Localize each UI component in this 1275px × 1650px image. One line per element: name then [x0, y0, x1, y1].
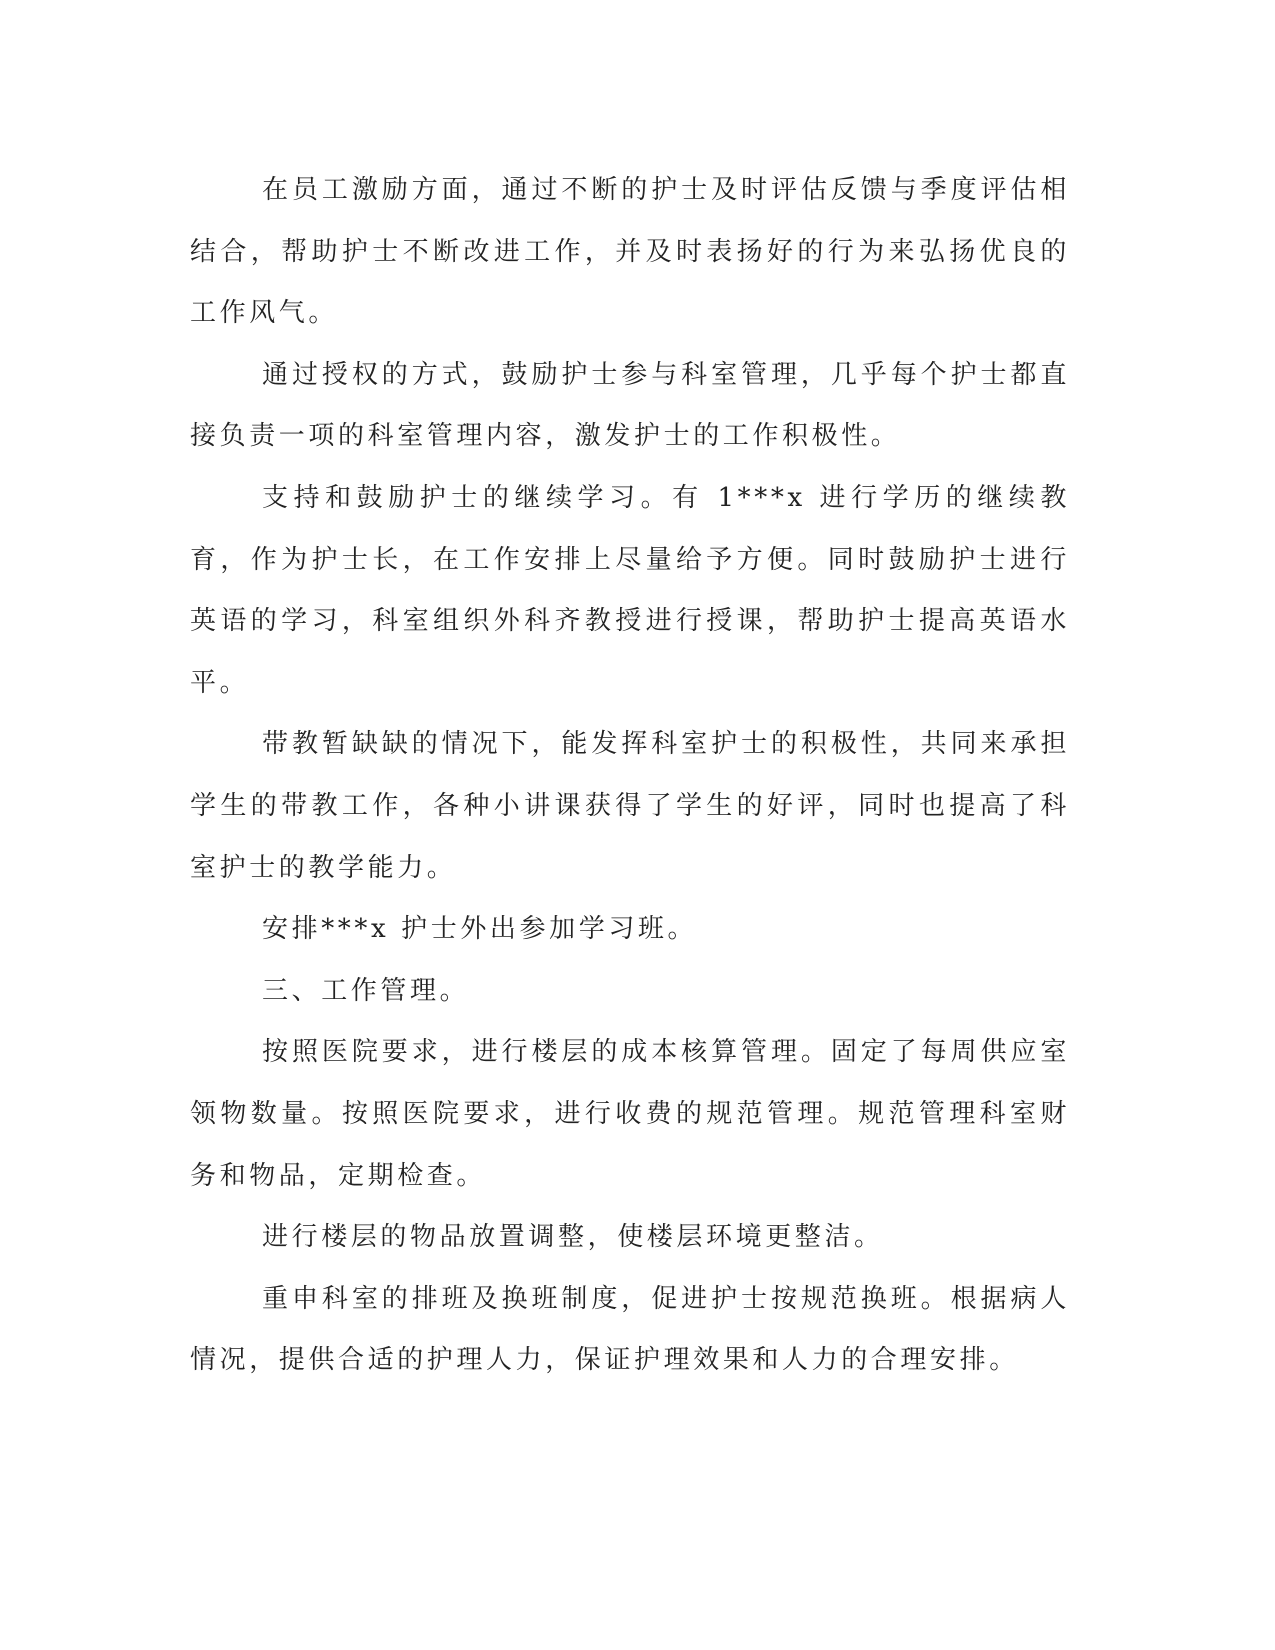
paragraph-scheduling: 重申科室的排班及换班制度，促进护士按规范换班。根据病人情况，提供合适的护理人力，保证护理效果和人力的合理安排。 [190, 1283, 1070, 1376]
paragraph-floor-arrangement: 进行楼层的物品放置调整，使楼层环境更整洁。 [262, 1222, 884, 1253]
paragraph-training-class: 安排***x 护士外出参加学习班。 [262, 914, 698, 945]
section-heading-work-management: 三、工作管理。 [262, 975, 470, 1006]
paragraph-continuing-education: 支持和鼓励护士的继续学习。有 1***x 进行学历的继续教育，作为护士长，在工作安排上尽量给予方便。同时鼓励护士进行英语的学习，科室组织外科齐教授进行授课，帮助护士提高英语水平。 [190, 482, 1070, 698]
paragraph-teaching: 带教暂缺缺的情况下，能发挥科室护士的积极性，共同来承担学生的带教工作，各种小讲课获得了学生的好评，同时也提高了科室护士的教学能力。 [190, 729, 1070, 883]
document-body [190, 160, 1070, 1392]
paragraph-cost-management: 按照医院要求，进行楼层的成本核算管理。固定了每周供应室领物数量。按照医院要求，进行收费的规范管理。规范管理科室财务和物品，定期检查。 [190, 1037, 1070, 1191]
paragraph-authorization: 通过授权的方式，鼓励护士参与科室管理，几乎每个护士都直接负责一项的科室管理内容，激发护士的工作积极性。 [190, 359, 1070, 452]
paragraph-staff-motivation: 在员工激励方面，通过不断的护士及时评估反馈与季度评估相结合，帮助护士不断改进工作，并及时表扬好的行为来弘扬优良的工作风气。 [190, 175, 1070, 329]
